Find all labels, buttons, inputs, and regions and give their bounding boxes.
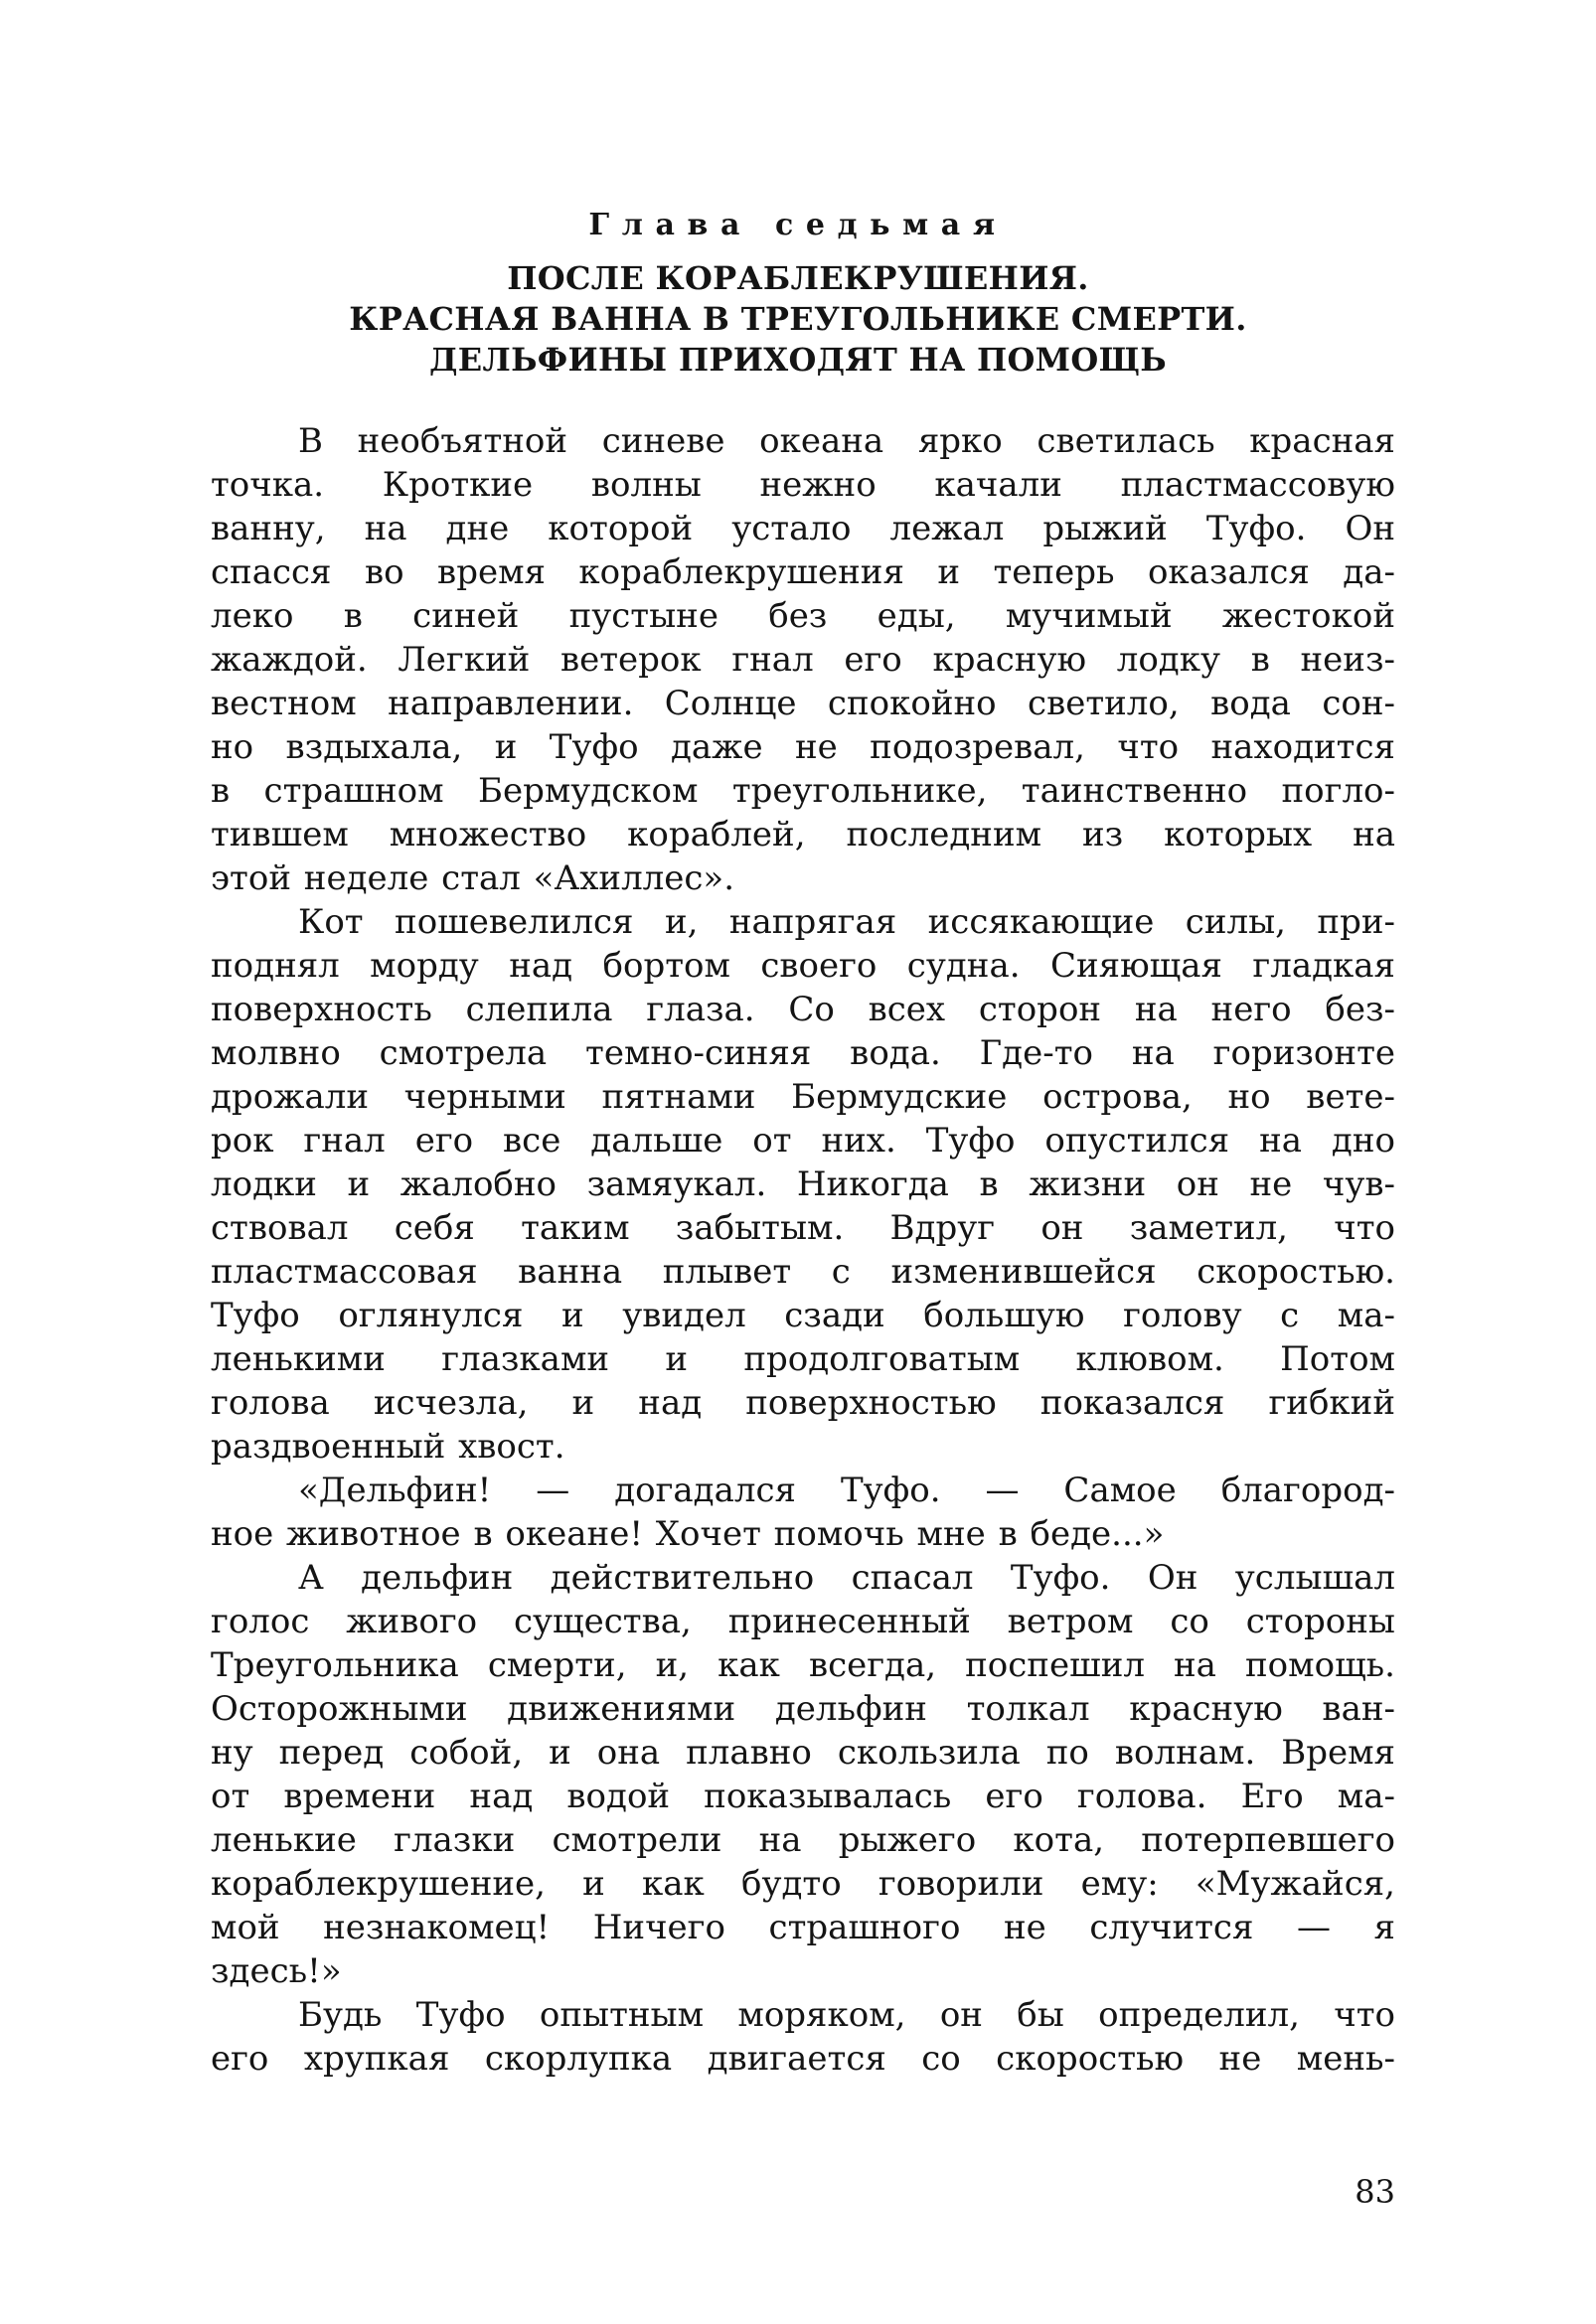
text-line: голова исчезла, и над поверхностью показался гибкий [211,1383,1395,1423]
text-line: В необъятной синеве океана ярко светилась красная [298,421,1395,461]
text-line: ванну, на дне которой устало лежал рыжий Туфо. Он [211,509,1395,548]
text-line: ствовал себя таким забытым. Вдруг он заметил, что [211,1208,1395,1248]
text-line: ну перед собой, и она плавно скользила по волнам. Время [211,1733,1395,1773]
chapter-title-line: ДЕЛЬФИНЫ ПРИХОДЯТ НА ПОМОЩЬ [428,341,1168,379]
text-line: в страшном Бермудском треугольнике, таинственно погло- [211,771,1395,811]
text-line: А дельфин действительно спасал Туфо. Он услышал [298,1558,1395,1598]
text-line: поверхность слепила глаза. Со всех сторон на него без- [211,990,1395,1029]
text-line: мой незнакомец! Ничего страшного не случится — я [211,1908,1395,1947]
text-line: дрожали черными пятнами Бермудские острова, но вете- [211,1077,1395,1117]
text-line: этой неделе стал «Ахиллес». [211,858,735,898]
chapter-title [0,258,1596,381]
text-line: ленькими глазками и продолговатым клювом. Потом [211,1339,1395,1379]
body-text [211,419,1395,2081]
text-line: здесь!» [211,1951,342,1991]
text-line: но вздыхала, и Туфо даже не подозревал, что находится [211,727,1395,767]
text-line: леко в синей пустыне без еды, мучимый жестокой [211,596,1395,636]
text-line: вестном направлении. Солнце спокойно светило, вода сон- [211,684,1395,723]
chapter-label: Глава седьмая [588,208,1008,242]
text-line: от времени над водой показывалась его голова. Его ма- [211,1777,1395,1816]
text-line: раздвоенный хвост. [211,1427,565,1467]
text-line: Туфо оглянулся и увидел сзади большую голову с ма- [211,1296,1395,1335]
text-line: спасся во время кораблекрушения и теперь оказался да- [211,552,1395,592]
text-line: Будь Туфо опытным моряком, он бы определил, что [298,1995,1395,2035]
text-line: рок гнал его все дальше от них. Туфо опустился на дно [211,1121,1395,1161]
text-line: ное животное в океане! Хочет помочь мне в беде...» [211,1514,1165,1554]
text-line: пластмассовая ванна плывет с изменившейся скоростью. [211,1252,1395,1292]
text-line: Осторожными движениями дельфин толкал красную ван- [211,1689,1395,1729]
text-line: его хрупкая скорлупка двигается со скоростью не мень- [211,2039,1395,2079]
text-line: молвно смотрела темно-синяя вода. Где-то на горизонте [211,1033,1395,1073]
text-line: Треугольника смерти, и, как всегда, поспешил на помощь. [211,1645,1395,1685]
text-line: голос живого существа, принесенный ветром со стороны [211,1602,1395,1641]
text-line: тившем множество кораблей, последним из которых на [211,815,1395,854]
text-line: точка. Кроткие волны нежно качали пластмассовую [211,465,1395,505]
text-line: ленькие глазки смотрели на рыжего кота, потерпевшего [211,1820,1395,1860]
text-line: жаждой. Легкий ветерок гнал его красную лодку в неиз- [211,640,1395,680]
chapter-title-line: ПОСЛЕ КОРАБЛЕКРУШЕНИЯ. [507,259,1089,297]
text-line: лодки и жалобно замяукал. Никогда в жизни он не чув- [211,1164,1395,1204]
text-line: кораблекрушение, и как будто говорили ему: «Мужайся, [211,1864,1395,1904]
chapter-title-line: КРАСНАЯ ВАННА В ТРЕУГОЛЬНИКЕ СМЕРТИ. [349,300,1247,338]
text-line: Кот пошевелился и, напрягая иссякающие силы, при- [298,902,1395,942]
text-line: «Дельфин! — догадался Туфо. — Самое благород- [298,1471,1395,1510]
text-line: поднял морду над бортом своего судна. Сияющая гладкая [211,946,1395,986]
page-number: 83 [1355,2173,1395,2211]
